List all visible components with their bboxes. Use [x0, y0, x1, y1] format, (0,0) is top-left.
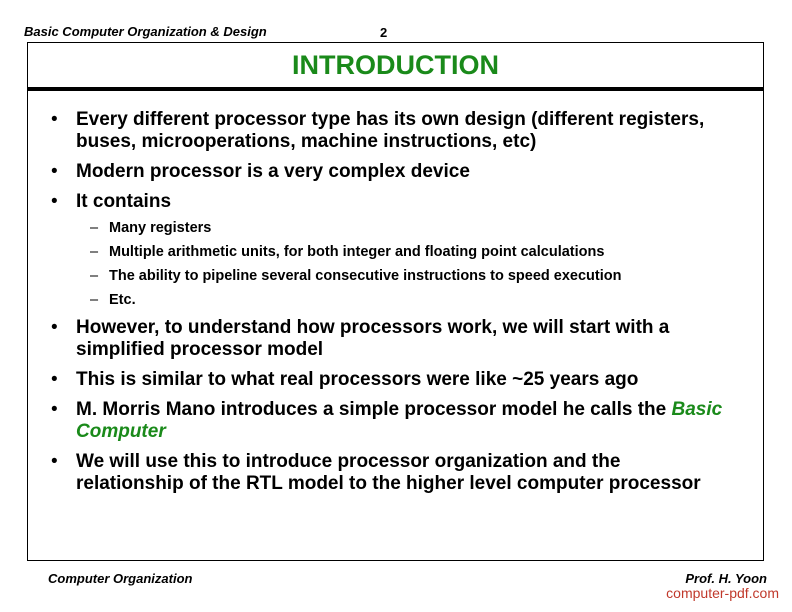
sub-bullet-text: Etc. — [109, 292, 136, 308]
sub-bullet-item — [76, 291, 733, 309]
dash-glyph: – — [90, 220, 99, 236]
bullet-glyph: • — [51, 161, 58, 182]
bullet-item — [28, 161, 763, 183]
bullet-item — [28, 399, 763, 443]
bullet-glyph: • — [51, 369, 58, 390]
bullet-text: Modern processor is a very complex device — [76, 161, 470, 182]
sub-bullet-text: Many registers — [109, 220, 212, 236]
watermark[interactable]: computer-pdf.com — [666, 585, 779, 601]
dash-glyph: – — [90, 244, 99, 260]
bullet-item — [28, 109, 763, 153]
sub-bullet-list — [76, 219, 733, 309]
bullet-item — [28, 191, 763, 309]
sub-bullet-text: The ability to pipeline several consecutive instructions to speed execution — [109, 268, 622, 284]
slide-frame — [27, 42, 764, 561]
page-number: 2 — [380, 25, 388, 40]
bullet-glyph: • — [51, 317, 58, 338]
bullet-list — [28, 109, 763, 503]
bullet-text: It contains — [76, 191, 172, 212]
dash-glyph: – — [90, 292, 99, 308]
bullet-text: Every different processor type has its own design (different registers, buses, microoperations, machine instructions, etc) — [76, 109, 705, 152]
bullet-text: This is similar to what real processors were like ~25 years ago — [76, 369, 639, 390]
header-course-title: Basic Computer Organization & Design — [24, 24, 267, 39]
bullet-item — [28, 451, 763, 495]
bullet-text: We will use this to introduce processor organization and the relationship of the RTL model to the higher level computer processor — [76, 451, 701, 494]
bullet-glyph: • — [51, 109, 58, 130]
sub-bullet-text: Multiple arithmetic units, for both integer and floating point calculations — [109, 244, 605, 260]
footer-left: Computer Organization — [48, 571, 193, 586]
footer-right: Prof. H. Yoon — [685, 571, 767, 586]
dash-glyph: – — [90, 268, 99, 284]
slide-title: INTRODUCTION — [292, 49, 499, 80]
sub-bullet-item — [76, 219, 733, 237]
highlight-basic-computer: Basic Computer — [76, 399, 723, 442]
bullet-glyph: • — [51, 191, 58, 212]
bullet-glyph: • — [51, 399, 58, 420]
bullet-text: However, to understand how processors work, we will start with a simplified processor model — [76, 317, 670, 360]
bullet-glyph: • — [51, 451, 58, 472]
bullet-item — [28, 369, 763, 391]
title-bar — [28, 43, 763, 91]
sub-bullet-item — [76, 243, 733, 261]
sub-bullet-item — [76, 267, 733, 285]
bullet-item — [28, 317, 763, 361]
bullet-text: M. Morris Mano introduces a simple processor model he calls the — [76, 399, 672, 420]
